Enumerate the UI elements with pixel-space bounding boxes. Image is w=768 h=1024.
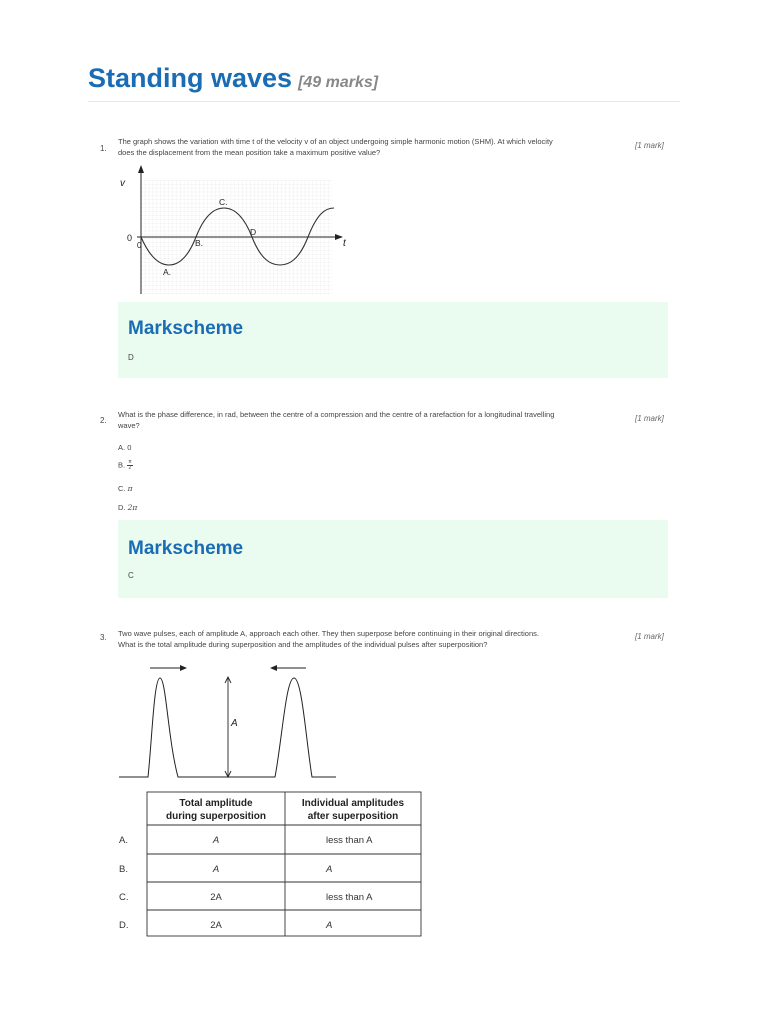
graph-origin-label: 0 <box>127 233 133 243</box>
graph-x-label: t <box>343 238 346 249</box>
option-b <box>118 460 133 471</box>
option-c-letter: C. <box>118 484 126 493</box>
amplitude-label: A <box>231 718 238 729</box>
x-axis-arrow-icon <box>335 234 343 240</box>
row-d-letter: D. <box>119 920 129 931</box>
point-b-label: B. <box>195 238 204 248</box>
answer-table <box>112 788 427 940</box>
shm-velocity-graph <box>112 164 362 298</box>
question-1-marks: [1 mark] <box>635 141 664 150</box>
row-b-individual: A <box>326 864 333 875</box>
option-d-value: 2π <box>127 503 138 512</box>
graph-origin-mark: 0 <box>137 241 142 250</box>
page-title-text: Standing waves <box>88 63 293 93</box>
question-3-text-line-2: What is the total amplitude during superposition and the amplitudes of the individual pulses after superposition? <box>118 640 488 649</box>
row-d-total: 2A <box>210 920 222 931</box>
header-col2-line1: Individual amplitudes <box>301 798 405 809</box>
markscheme-answer: C <box>128 571 134 580</box>
fraction-denominator: 2 <box>128 465 132 471</box>
total-marks: [49 marks] <box>298 74 379 91</box>
question-1-text-line-2: does the displacement from the mean position take a maximum positive value? <box>118 148 381 157</box>
row-b-total: A <box>212 864 220 875</box>
option-b-fraction <box>127 460 132 471</box>
question-2-text-line-2: wave? <box>118 421 140 430</box>
fraction-numerator: π <box>128 459 132 465</box>
option-c <box>118 484 133 493</box>
header-col2-line2: after superposition <box>307 811 399 822</box>
option-a <box>118 443 131 452</box>
question-3-text-line-1: Two wave pulses, each of amplitude A, approach each other. They then superpose before continuing in their original directions. <box>118 629 539 638</box>
question-1-number: 1. <box>100 144 107 153</box>
row-d-individual: A <box>326 920 333 931</box>
graph-y-label: v <box>120 178 125 189</box>
question-3-marks: [1 mark] <box>635 632 664 641</box>
option-b-letter: B. <box>118 460 126 470</box>
header-col1-line2: during superposition <box>166 811 266 822</box>
question-1-markscheme <box>118 302 668 378</box>
point-c-label: C. <box>219 197 228 207</box>
row-a-total: A <box>212 835 220 846</box>
question-2-marks: [1 mark] <box>635 414 664 423</box>
wave-pulses-diagram <box>110 660 350 785</box>
row-c-letter: C. <box>119 892 129 903</box>
markscheme-title: Markscheme <box>128 318 244 339</box>
question-2-text-line-1: What is the phase difference, in rad, between the centre of a compression and the centre of a rarefaction for a longitudinal travelling <box>118 410 555 419</box>
page-title <box>88 58 378 95</box>
option-a-value: 0 <box>127 443 132 452</box>
left-arrow-icon <box>270 665 277 671</box>
option-c-value: π <box>127 484 133 493</box>
question-2-markscheme <box>118 520 668 598</box>
row-c-individual: less than A <box>326 892 373 903</box>
row-b-letter: B. <box>119 864 128 875</box>
markscheme-title: Markscheme <box>128 538 244 559</box>
option-d-letter: D. <box>118 503 126 512</box>
title-divider <box>88 101 680 102</box>
row-a-letter: A. <box>119 835 128 846</box>
question-3-text <box>118 628 539 650</box>
option-a-letter: A. <box>118 443 126 452</box>
question-1-text <box>118 136 553 158</box>
question-3-number: 3. <box>100 633 107 642</box>
right-arrow-icon <box>180 665 187 671</box>
markscheme-answer: D <box>128 353 134 362</box>
point-d-label: D <box>250 227 257 237</box>
question-2-number: 2. <box>100 416 107 425</box>
row-a-individual: less than A <box>326 835 373 846</box>
y-axis-arrow-icon <box>138 165 144 173</box>
question-1-text-line-1: The graph shows the variation with time t of the velocity v of an object undergoing simple harmonic motion (SHM). At which velocity <box>118 137 553 146</box>
question-2-text <box>118 409 554 431</box>
header-col1-line1: Total amplitude <box>179 798 253 809</box>
option-d <box>118 503 137 512</box>
point-a-label: A. <box>163 267 172 277</box>
pulse-waveform <box>119 678 336 777</box>
row-c-total: 2A <box>210 892 222 903</box>
